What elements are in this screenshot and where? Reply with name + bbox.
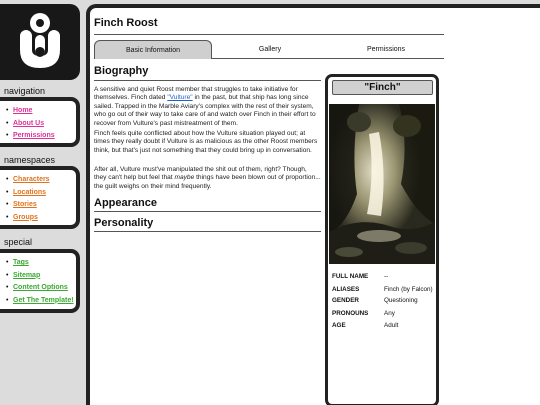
infobox-row-gender [332, 297, 435, 305]
infobox-row-age [332, 322, 435, 330]
tab-permissions[interactable]: Permissions [366, 46, 406, 53]
infobox-title: "Finch" [332, 80, 433, 95]
pronouns-label: PRONOUNS [332, 309, 369, 317]
gender-value: Questioning [384, 297, 418, 305]
special-link-get-template-label[interactable]: Get The Template! [13, 296, 74, 304]
infobox-details [332, 273, 435, 330]
aliases-value: Finch (by Falcon) [384, 285, 433, 293]
biography-paragraph-2: Finch feels quite conflicted about how the Vulture situation played out; at times they really doubt if Vulture is as malicious as the other Roost members think, but that's just not something that they could bring up in conversation. [94, 130, 318, 154]
infobox-row-aliases [332, 286, 435, 294]
nav-link-permissions-label[interactable]: Permissions [13, 132, 55, 139]
special-link-content-options[interactable] [0, 282, 76, 295]
special-link-sitemap-label[interactable]: Sitemap [13, 271, 41, 279]
character-image[interactable] [329, 104, 435, 264]
navigation-box [0, 97, 80, 147]
site-logo[interactable] [0, 4, 80, 80]
appearance-heading: Appearance [94, 197, 157, 209]
vulture-link[interactable]: "Vulture" [167, 94, 193, 102]
title-divider [94, 34, 444, 35]
pronouns-value: Any [384, 309, 395, 317]
navigation-heading: navigation [4, 86, 46, 96]
page-title: Finch Roost [94, 17, 158, 29]
special-link-sitemap[interactable] [0, 270, 76, 283]
tab-basic-information[interactable]: Basic Information [94, 40, 212, 59]
nav-link-about-us[interactable] [0, 118, 76, 131]
nav-link-permissions[interactable] [0, 130, 76, 143]
nav-link-about-us-label[interactable]: About Us [13, 119, 45, 127]
namespace-link-locations[interactable] [0, 187, 76, 200]
namespace-link-groups-label[interactable]: Groups [13, 213, 38, 221]
namespace-link-locations-label[interactable]: Locations [13, 188, 47, 196]
biography-paragraph-3 [94, 166, 321, 191]
age-value: Adult [384, 322, 399, 330]
nav-link-home[interactable] [0, 105, 76, 118]
special-link-content-options-label[interactable]: Content Options [13, 284, 68, 291]
namespaces-heading: namespaces [4, 155, 56, 165]
namespace-link-characters[interactable] [0, 174, 76, 187]
special-heading: special [4, 237, 33, 247]
gender-label: GENDER [332, 297, 359, 305]
biography-p1-text-b: in the past, but that ship has long since sailed. Trapped in the Marble Aviary's complex with the rest of their system, who go out of their way to take care of and watch over Finch in their effort to recover from Vulture's past mistreatment of them. [94, 94, 316, 127]
special-link-tags[interactable] [0, 257, 76, 270]
personality-heading: Personality [94, 217, 154, 229]
tab-gallery[interactable]: Gallery [258, 46, 282, 53]
nav-link-home-label[interactable]: Home [13, 107, 33, 114]
biography-divider [94, 80, 321, 81]
namespace-link-stories[interactable] [0, 199, 76, 212]
personality-divider [94, 231, 321, 232]
waterfall-image [329, 104, 435, 264]
age-label: AGE [332, 322, 346, 330]
namespace-link-stories-label[interactable]: Stories [13, 201, 37, 208]
special-box [0, 249, 80, 313]
namespace-link-groups[interactable] [0, 212, 76, 225]
special-link-get-template[interactable] [0, 295, 76, 308]
biography-paragraph-1 [94, 86, 321, 128]
biography-p3-text-b: things have been blown out of proportion... the guilt weighs on their mind frequently. [94, 174, 321, 190]
logo-icon [6, 8, 72, 76]
special-link-tags-label[interactable]: Tags [13, 259, 29, 266]
page-tabs [94, 40, 444, 59]
appearance-divider [94, 211, 321, 212]
biography-p3-text-a: After all, Vulture must've manipulated the shit out of them, right? Though, they can't help but feel that [94, 166, 307, 182]
biography-p1-text-a: A sensitive and quiet Roost member that struggles to take initiative for themselves. Finch dated [94, 86, 298, 102]
infobox-row-pronouns [332, 310, 435, 318]
character-infobox [325, 74, 439, 405]
infobox-row-full-name [332, 273, 435, 281]
main-content [86, 4, 540, 405]
full-name-value: -- [384, 273, 389, 280]
namespace-link-characters-label[interactable]: Characters [13, 176, 50, 183]
namespaces-box [0, 166, 80, 229]
aliases-label: ALIASES [332, 285, 360, 293]
biography-heading: Biography [94, 65, 149, 77]
full-name-label: FULL NAME [332, 273, 369, 280]
biography-p3-emphasis: maybe [174, 174, 195, 182]
